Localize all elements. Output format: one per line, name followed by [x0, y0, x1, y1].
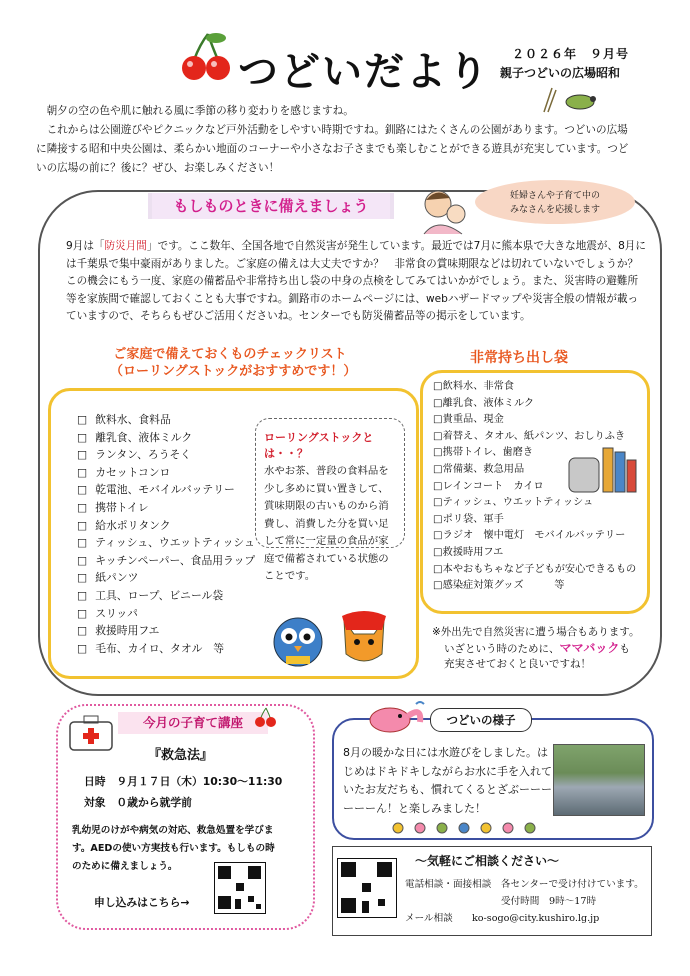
checklist-item: □ 紙パンツ — [77, 569, 255, 587]
emergency-item: □ ポリ袋、軍手 — [433, 512, 636, 529]
checklist-item: □ 救援時用フエ — [77, 622, 255, 640]
disaster-section-heading: もしものときに備えましょう — [152, 193, 390, 219]
course-target-value: ０歳から就学前 — [116, 796, 192, 809]
disaster-paragraph-rest: 」です。ここ数年、全国各地で自然災害が発生しています。最近では7月に熊本県で大きな地震が、8月には千葉県で集中豪雨がありました。ご家庭の備えは大丈夫ですか？ 非常食の賞味期限などは切れていないでしょうか？この機会にもう一度、家庭の備蓄品や非常持ち出し袋の中身の点検をしてみてはいかがでしょう。また、災害時の避難所等を家族間で確認しておくことも大事ですね。釧路市のホームページには、webハザードマップや災害全般の情報が載っていますので、そちらもぜひご活用くださいね。センターでも防災備蓄品等の掲示をしています。 — [66, 240, 646, 322]
water-play-photo — [553, 744, 645, 816]
course-qr-code[interactable] — [214, 862, 266, 914]
rolling-stock-title: ローリングストックとは・・？ — [264, 431, 374, 460]
emergency-item: □ 携帯トイレ、歯磨き — [433, 445, 636, 462]
checklist-title — [110, 346, 357, 380]
note-line-2-start: いざという時のために、 — [444, 642, 560, 655]
note-line-1: ※外出先で自然災害に遭う場合もあります。 — [432, 626, 640, 638]
apply-link[interactable]: 申し込みはこちら→ — [94, 896, 190, 909]
disaster-paragraph-start: 9月は「 — [66, 240, 105, 252]
mama-bag-note — [432, 625, 652, 673]
emergency-item: □ 飲料水、非常食 — [433, 379, 636, 396]
checklist-item: □ 乾電池、モバイルバッテリー — [77, 481, 255, 499]
support-bubble-line-2: みなさんを応援します — [509, 205, 600, 215]
intro-line-2: これからは公園遊びやピクニックなど戸外活動をしやすい時期ですね。釧路にはたくさんの公園があります。つどいの広場に隣接する昭和中央公園は、柔らかい地面のコーナーや小さなお子さまでも楽しむことができる遊具が充実しています。つどいの広場の前に？後に？ぜひ、お楽しみください！ — [36, 124, 629, 174]
course-info — [84, 771, 282, 813]
checklist-item: □ スリッパ — [77, 605, 255, 623]
note-line-3: 充実させておくと良いですね！ — [444, 658, 591, 670]
contact-qr-code[interactable] — [337, 858, 397, 918]
checklist-item: □ 工具、ロープ、ビニール袋 — [77, 587, 255, 605]
intro-line-1: 朝夕の空の色や肌に触れる風に季節の移り変わりを感じますね。 — [46, 105, 354, 117]
rolling-stock-note — [255, 418, 405, 582]
first-aid-kit-icon — [66, 712, 116, 752]
home-checklist — [77, 411, 255, 657]
elephant-illustration-icon — [360, 700, 426, 734]
support-bubble — [475, 180, 635, 224]
page-title: つどいだより — [238, 49, 490, 95]
children-row-illustration-icon — [390, 820, 550, 834]
checklist-item: □ カセットコンロ — [77, 464, 255, 482]
course-name: 『救急法』 — [148, 748, 214, 763]
cherry-small-icon — [254, 706, 278, 728]
course-title: 今月の子育て講座 — [118, 712, 268, 734]
note-line-2-end: も — [619, 642, 630, 655]
intro-text — [36, 102, 636, 178]
checklist-item: □ 携帯トイレ — [77, 499, 255, 517]
course-date-row — [84, 771, 282, 792]
emergency-item: □ ラジオ 懐中電灯 モバイルバッテリー — [433, 528, 636, 545]
checklist-item: □ 離乳食、液体ミルク — [77, 429, 255, 447]
emergency-item: □ 常備薬、救急用品 — [433, 462, 636, 479]
checklist-item: □ 毛布、カイロ、タオル 等 — [77, 640, 255, 658]
emergency-item: □ ティッシュ、ウエットティッシュ — [433, 495, 636, 512]
activity-text: 8月の暖かな日には水遊びをしました。はじめはドキドキしながらお水に手を入れていたお友だちも、慣れてくるとざぶーーーーーーん！と楽しみました！ — [343, 746, 552, 815]
checklist-item: □ ティッシュ、ウエットティッシュ — [77, 534, 255, 552]
support-bubble-line-1: 妊婦さんや子育て中の — [509, 191, 600, 201]
course-date-label: 日時 — [84, 775, 106, 788]
contact-details — [405, 876, 644, 927]
course-target-row — [84, 792, 282, 813]
contact-hours-line: 受付時間 9時～17時 — [501, 896, 597, 907]
checklist-item: □ 飲料水、食料品 — [77, 411, 255, 429]
checklist-title-line-2: （ローリングストックがおすすめです！） — [110, 364, 357, 379]
issue-date: ２０２６年 ９月号 — [512, 47, 630, 61]
checklist-item: □ 給水ポリタンク — [77, 517, 255, 535]
activity-title: つどいの様子 — [430, 708, 532, 732]
emergency-bag-title: 非常持ち出し袋 — [470, 350, 568, 366]
note-line-2 — [432, 641, 652, 658]
course-target-label: 対象 — [84, 796, 106, 809]
emergency-supplies-icon — [565, 440, 639, 496]
fox-mascot-icon — [336, 610, 392, 668]
rolling-stock-body: 水やお茶、普段の食料品を少し多めに買い置きして、賞味期限の古いものから消費し、消費した分を買い足して常に一定量の食品が家庭で備蓄されている状態のことです。 — [264, 465, 389, 582]
mama-bag-highlight: ママバック — [559, 640, 620, 655]
checklist-item: □ キッチンペーパー、食品用ラップ — [77, 552, 255, 570]
contact-heading: ～気軽にご相談ください～ — [415, 854, 560, 868]
checklist-title-line-1: ご家庭で備えておくものチェックリスト — [113, 347, 347, 362]
family-illustration-icon — [416, 184, 474, 236]
emergency-item: □ 救援時用フエ — [433, 545, 636, 562]
disaster-paragraph — [66, 238, 646, 326]
emergency-item: □ 着替え、タオル、紙パンツ、おしりふき — [433, 429, 636, 446]
cherry-logo-icon — [178, 30, 238, 82]
checklist-item: □ ランタン、ろうそく — [77, 446, 255, 464]
emergency-item: □ レインコート カイロ — [433, 479, 636, 496]
contact-email-line[interactable]: メール相談 ko-sogo@city.kushiro.lg.jp — [405, 913, 600, 924]
emergency-item: □ 離乳食、液体ミルク — [433, 396, 636, 413]
course-description: 乳幼児のけがや病気の対応、救急処置を学びます。AEDの使い方実技も行います。もしもの時のために備えましょう。 — [72, 825, 275, 872]
disaster-month-highlight: 防災月間 — [104, 240, 147, 252]
contact-phone-line: 電話相談・面接相談 各センターで受け付けています。 — [405, 879, 644, 890]
organization-name: 親子つどいの広場昭和 — [500, 66, 621, 80]
emergency-item: □ 本やおもちゃなど子どもが安心できるもの — [433, 562, 636, 579]
emergency-item: □ 感染症対策グッズ 等 — [433, 578, 636, 595]
course-date-value: ９月１７日（木）10:30～11:30 — [116, 775, 283, 788]
owl-mascot-icon — [270, 610, 326, 668]
emergency-item: □ 貴重品、現金 — [433, 412, 636, 429]
